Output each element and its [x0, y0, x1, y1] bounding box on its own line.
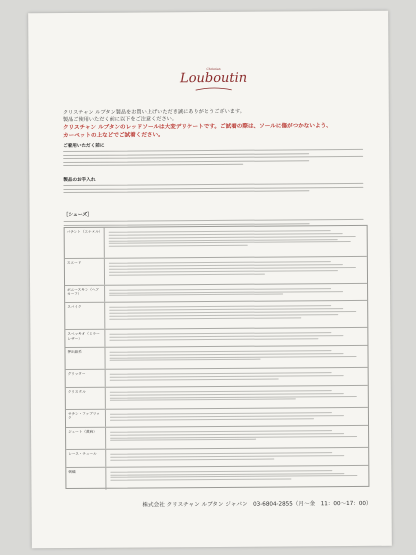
material-name: レース・チュール: [68, 451, 97, 457]
material-name: 刺繍: [68, 469, 76, 474]
material-name: スパイク: [67, 305, 82, 310]
material-name: サテン・ファブリック: [67, 411, 100, 421]
table-row: [66, 368, 368, 388]
care-instructions: [110, 388, 362, 403]
table-row: [65, 284, 367, 304]
table-row: [66, 426, 368, 450]
intro-warning-line-2: カーペットの上などでご試着ください。: [62, 132, 164, 140]
section-title: 製品のお手入れ: [63, 177, 96, 184]
material-name: 押出鋲系: [67, 349, 82, 354]
intro-line-2: 製品ご使用いただく前に以下をご注意ください。: [62, 116, 178, 124]
care-instructions: [110, 468, 362, 483]
brand-logo: [179, 67, 249, 103]
document-sheet: [28, 11, 392, 549]
table-row: [65, 226, 367, 259]
table-row: [65, 257, 367, 286]
logo-underline-icon: [194, 86, 234, 92]
shoes-section-title: ［シューズ］: [63, 212, 93, 219]
company-contact: 株式会社 クリスチャン ルブタン ジャパン 03-6804-2855（月～金 11：00～17：00）: [142, 500, 372, 509]
table-row: [66, 466, 368, 490]
table-row: [66, 386, 368, 410]
intro-line-1: クリスチャン ルブタン製品をお買い上げいただき誠にありがとうございます。: [62, 108, 245, 117]
material-name: スエード: [66, 260, 82, 266]
intro-text: [63, 108, 363, 140]
table-row: [65, 346, 367, 370]
section-title: ご着用いただく前に: [63, 143, 105, 150]
material-name: クリスタル: [67, 389, 86, 394]
table-row: [65, 301, 367, 330]
care-instructions: [109, 330, 361, 342]
material-name: グリッター: [67, 371, 86, 377]
table-row: [66, 448, 368, 468]
logo-small-text: Christian: [206, 66, 221, 72]
material-name: スペッキオ（ミラーレザー）: [67, 331, 100, 341]
care-instructions: [110, 410, 362, 422]
care-instructions: [109, 348, 361, 363]
material-name: ジュート（黄麻）: [68, 429, 97, 434]
intro-warning-line-1: クリスチャン ルブタンのレッドソールは大変デリケートです。ご試着の際は、ソールに傷がつかないよう、: [62, 123, 332, 132]
care-instructions: [109, 303, 361, 321]
logo-script-text: Louboutin: [179, 70, 248, 87]
care-instructions: [110, 370, 362, 382]
care-instructions: [109, 286, 361, 298]
table-row: [65, 328, 367, 348]
care-instructions: [110, 428, 362, 443]
material-name: ポニースキン（ヘアカーフ）: [67, 287, 100, 297]
table-row: [66, 408, 368, 428]
care-instructions: [109, 228, 361, 249]
care-instructions: [110, 450, 362, 462]
care-table: [64, 225, 370, 489]
section-product-care: [63, 175, 363, 196]
material-name: パテント（エナメル）: [66, 229, 103, 234]
section-before-wearing: [63, 141, 363, 169]
care-instructions: [109, 259, 361, 277]
